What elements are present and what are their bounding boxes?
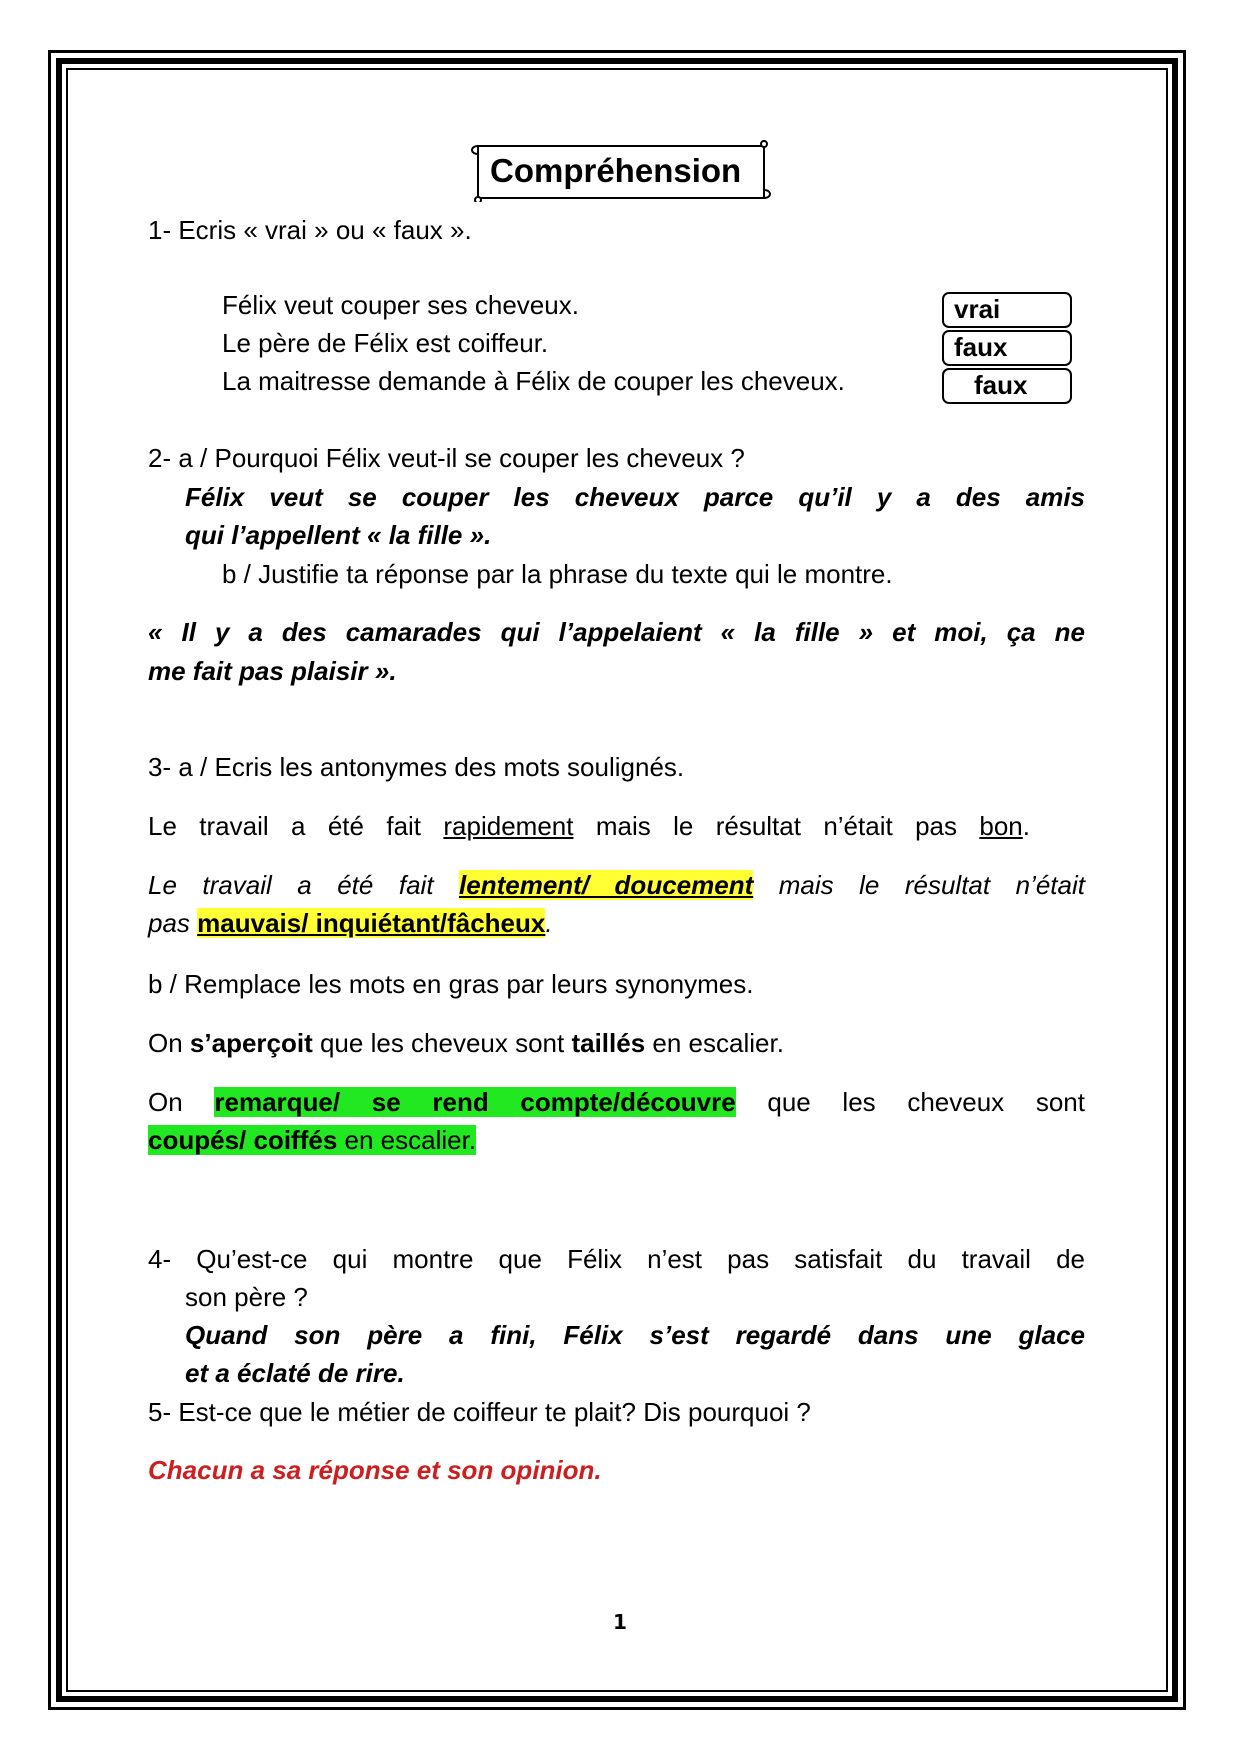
- q1-answer-box-2: [942, 330, 1072, 366]
- q1-statement-1: Félix veut couper ses cheveux.: [222, 290, 579, 320]
- q2-b-answer-line-1: « Il y a des camarades qui l’appelaient « la fille » et moi, ça ne: [148, 617, 1085, 647]
- q3-a-question: 3- a / Ecris les antonymes des mots soulignés.: [148, 752, 685, 782]
- q3-syn-part-3: en escalier.: [645, 1028, 784, 1058]
- q3-answer-part-2: mais le résultat n’était: [753, 870, 1085, 900]
- q3-answer-line-1: [148, 870, 1085, 900]
- q3-synonym-answer-2-group: [148, 1125, 476, 1155]
- q1-statement-2: Le père de Félix est coiffeur.: [222, 328, 549, 358]
- q2-a-question: 2- a / Pourquoi Félix veut-il se couper les cheveux ?: [148, 443, 745, 473]
- q3-sentence-part-1: Le travail a été fait: [148, 811, 444, 841]
- q3-synonym-sentence: [148, 1028, 784, 1058]
- q3-sentence: [148, 811, 1030, 841]
- q3-synonym-answer-2: coupés/ coiffés: [148, 1125, 338, 1155]
- q1-statement-3: La maitresse demande à Félix de couper les cheveux.: [222, 366, 845, 396]
- q1-answer-3: faux: [974, 370, 1028, 400]
- q4-question-line-1: 4- Qu’est-ce qui montre que Félix n’est pas satisfait du travail de: [148, 1244, 1085, 1274]
- q3-underlined-word-2: bon: [979, 811, 1023, 841]
- q3-syn-part-2: que les cheveux sont: [312, 1028, 572, 1058]
- q3-sentence-part-2: mais le résultat n’était pas: [573, 811, 980, 841]
- q2-b-answer-line-2: me fait pas plaisir ».: [148, 656, 397, 686]
- q3-antonym-answer-2: mauvais/ inquiétant/fâcheux: [197, 908, 546, 938]
- q1-answer-box-3: [942, 368, 1072, 404]
- q1-answer-2: faux: [954, 332, 1008, 362]
- title-banner: [466, 140, 776, 202]
- q1-answer-1: vrai: [954, 294, 1001, 324]
- q3-answer-line-2-end: .: [545, 908, 553, 938]
- q3-synonym-answer-1: remarque/ se rend compte/découvre: [214, 1087, 736, 1117]
- q4-answer-line-1: Quand son père a fini, Félix s’est regardé dans une glace: [185, 1320, 1085, 1350]
- q2-b-question: b / Justifie ta réponse par la phrase du texte qui le montre.: [222, 559, 893, 589]
- page-number: 1: [613, 1610, 627, 1634]
- q3-sentence-end: .: [1022, 811, 1030, 841]
- q3-syn-answer-part-2: que les cheveux sont: [735, 1087, 1085, 1117]
- q2-a-answer-line-2: qui l’appellent « la fille ».: [185, 520, 492, 550]
- q3-b-question: b / Remplace les mots en gras par leurs synonymes.: [148, 969, 754, 999]
- q2-a-answer-line-1: Félix veut se couper les cheveux parce qu’il y a des amis: [185, 482, 1085, 512]
- q1-answer-box-1: [942, 292, 1072, 328]
- q3-antonym-answer-1: lentement/ doucement: [459, 870, 754, 900]
- page-title: Compréhension: [490, 152, 742, 189]
- q3-answer-line-2: [148, 908, 553, 938]
- q3-syn-answer-part-1: On: [148, 1087, 215, 1117]
- q4-question-line-2: son père ?: [185, 1282, 308, 1312]
- q3-synonym-answer-line-2: [148, 1125, 476, 1155]
- q3-answer-part-1: Le travail a été fait: [148, 870, 460, 900]
- q3-synonym-answer-line-1: [148, 1087, 1085, 1117]
- q1-instruction: 1- Ecris « vrai » ou « faux ».: [148, 215, 472, 245]
- q3-bold-word-1: s’aperçoit: [189, 1028, 313, 1058]
- q3-answer-line-2-part-1: pas: [148, 908, 198, 938]
- q3-syn-part-1: On: [148, 1028, 190, 1058]
- q3-underlined-word-1: rapidement: [443, 811, 574, 841]
- q5-question: 5- Est-ce que le métier de coiffeur te plait? Dis pourquoi ?: [148, 1397, 811, 1427]
- q3-syn-answer-part-3: en escalier.: [337, 1125, 477, 1155]
- q5-answer: Chacun a sa réponse et son opinion.: [148, 1455, 602, 1485]
- q4-answer-line-2: et a éclaté de rire.: [185, 1358, 405, 1388]
- q3-bold-word-2: taillés: [571, 1028, 646, 1058]
